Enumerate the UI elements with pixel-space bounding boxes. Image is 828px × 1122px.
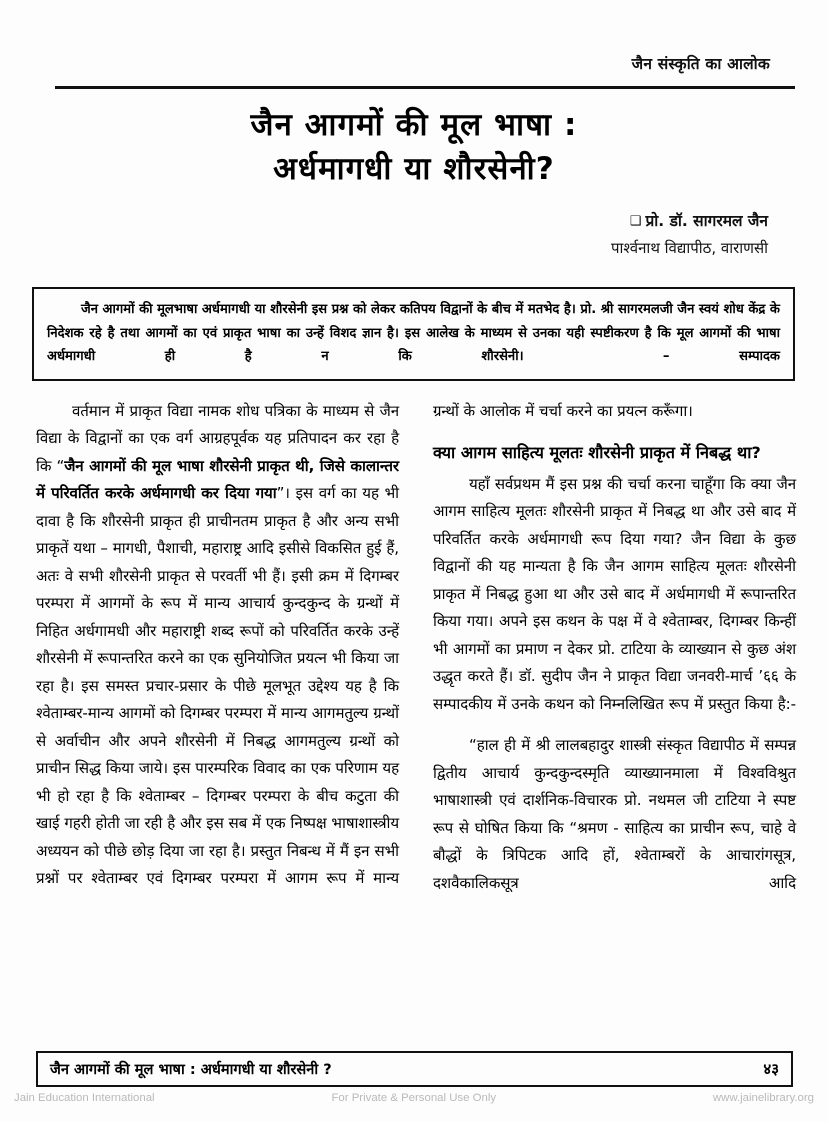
left-para-bold-quote: जैन आगमों की मूल भाषा शौरसेनी प्राकृत थी, जिसे कालान्तर में परिवर्तित करके अर्धमागधी कर दिया गया <box>36 456 399 503</box>
watermark-center: For Private & Personal Use Only <box>331 1092 497 1104</box>
abstract-signature: – सम्पादक <box>662 349 780 365</box>
left-column <box>36 398 399 1043</box>
right-column <box>433 398 796 1043</box>
byline-bullet-icon: ❑ <box>629 214 642 229</box>
article-title <box>60 103 768 191</box>
abstract-box <box>32 287 795 381</box>
footer-running-title: जैन आगमों की मूल भाषा : अर्धमागधी या शौरसेनी ? <box>50 1061 332 1078</box>
article-title-line-2: अर्धमागधी या शौरसेनी? <box>273 151 555 188</box>
left-column-paragraph-1 <box>36 398 399 892</box>
body-columns <box>36 398 796 1043</box>
footer-running-box <box>36 1051 793 1087</box>
byline-author: प्रो. डॉ. सागरमल जैन <box>645 212 768 230</box>
header-divider-rule <box>55 86 795 89</box>
watermark-left: Jain Education International <box>14 1092 155 1104</box>
abstract-paragraph <box>47 298 780 369</box>
left-para-part-1: वर्तमान में प्राकृत विद्या नामक शोध पत्रिका के माध्यम से जैन विद्या के विद्वानों का एक वर्ग आग्रहपूर्वक यह प्रतिपादन कर रहा है कि “ <box>36 402 399 475</box>
watermark-right: www.jainelibrary.org <box>712 1092 814 1104</box>
right-column-paragraph-3: “हाल ही में श्री लालबहादुर शास्त्री संस्कृत विद्यापीठ में सम्पन्न द्वितीय आचार्य कुन्दकुन्दस्मृति व्याख्यानमाला में विश्वविश्रुत भाषाशास्त्री एवं दार्शनिक-विचारक प्रो. नथमल जी टाटिया ने स्पष्ट रूप से घोषित किया कि “श्रमण - साहित्य का प्राचीन रूप, चाहे वे बौद्धों के त्रिपिटक आदि हों, श्वेताम्बरों के आचारांगसूत्र, दशवैकालिकसूत्र आदि <box>433 736 796 892</box>
abstract-body: जैन आगमों की मूलभाषा अर्धमागधी या शौरसेनी इस प्रश्न को लेकर कतिपय विद्वानों के बीच में मतभेद है। प्रो. श्री सागरमलजी जैन स्वयं शोध केंद्र के निदेशक रहे है तथा आगमों का एवं प्राकृत भाषा का उन्हें विशद ज्ञान है। इस आलेख के माध्यम से उनका यही स्पष्टीकरण है कि मूल आगमों की भाषा अर्धमागधी ही है न कि शौरसेनी। <box>47 302 780 365</box>
byline-affiliation: पार्श्वनाथ विद्यापीठ, वाराणसी <box>610 239 768 258</box>
article-title-line-1: जैन आगमों की मूल भाषा : <box>250 107 578 143</box>
right-column-continuation: ग्रन्थों के आलोक में चर्चा करने का प्रयत्न करूँगा। <box>433 402 693 420</box>
left-para-part-2: ”। इस वर्ग का यह भी दावा है कि शौरसेनी प्राकृत ही प्राचीनतम प्राकृत है और अन्य सभी प्राकृतें यथा – मागधी, पैशाची, महाराष्ट्र आदि इसीसे विकसित हुई हैं, अतः वे सभी शौरसेनी प्राकृत से परवर्ती भी हैं। इसी क्रम में दिगम्बर परम्परा में आगमों के रूप में मान्य आचार्य कुन्दकुन्द के ग्रन्थों में निहित अर्धगामधी और महाराष्ट्री शब्द रूपों को परिवर्तित करके उन्हें शौरसेनी में रूपान्तरित करने का एक सुनियोजित प्रयत्न भी किया जा रहा है। इस समस्त प्रचार-प्रसार के पीछे मूलभूत उद्देश्य यह है कि श्वेताम्बर-मान्य आगमों को दिगम्बर परम्परा में मान्य आगमतुल्य ग्रन्थों से अर्वाचीन और अपने शौरसेनी में निबद्ध आगमतुल्य ग्रन्थों को प्राचीन सिद्ध किया जाये। इस पारम्परिक विवाद का एक परिणाम यह भी हो रहा है कि श्वेताम्बर – दिगम्बर परम्परा के बीच कटुता की खाई गहरी होती जा रही है और इस सब में एक निष्पक्ष भाषाशास्त्रीय अध्ययन को पीछे छोड़ दिया जा रहा है। प्रस्तुत निबन्ध में मैं इन सभी प्रश्नों पर श्वेताम्बर एवं दिगम्बर परम्परा में आगम रूप में मान्य <box>36 484 399 887</box>
watermark-strip <box>0 1092 828 1122</box>
section-subheading: क्या आगम साहित्य मूलतः शौरसेनी प्राकृत में निबद्ध था? <box>433 443 761 463</box>
byline <box>611 208 768 261</box>
running-header: जैन संस्कृति का आलोक <box>631 55 770 73</box>
footer-page-number: ४३ <box>763 1060 779 1078</box>
right-column-paragraph-2: यहाँ सर्वप्रथम मैं इस प्रश्न की चर्चा करना चाहूँगा कि क्या जैन आगम साहित्य मूलतः शौरसेनी प्राकृत में निबद्ध था और उसे बाद में परिवर्तित करके अर्धमागधी रूप दिया गया? जैन विद्या के कुछ विद्वानों की यह मान्यता है कि जैन आगम साहित्य मूलतः शौरसेनी प्राकृत में निबद्ध हुआ था और उसे बाद में अर्धमागधी में रूपान्तरित किया गया। अपने इस कथन के पक्ष में वे श्वेताम्बर, दिगम्बर किन्हीं भी आगमों का प्रमाण न देकर प्रो. टाटिया के व्याख्यान से कुछ अंश उद्धृत करते हैं। डॉ. सुदीप जैन ने प्राकृत विद्या जनवरी-मार्च ’६६ के सम्पादकीय में उनके कथन को निम्नलिखित रूप में प्रस्तुत किया है:- <box>433 475 796 713</box>
